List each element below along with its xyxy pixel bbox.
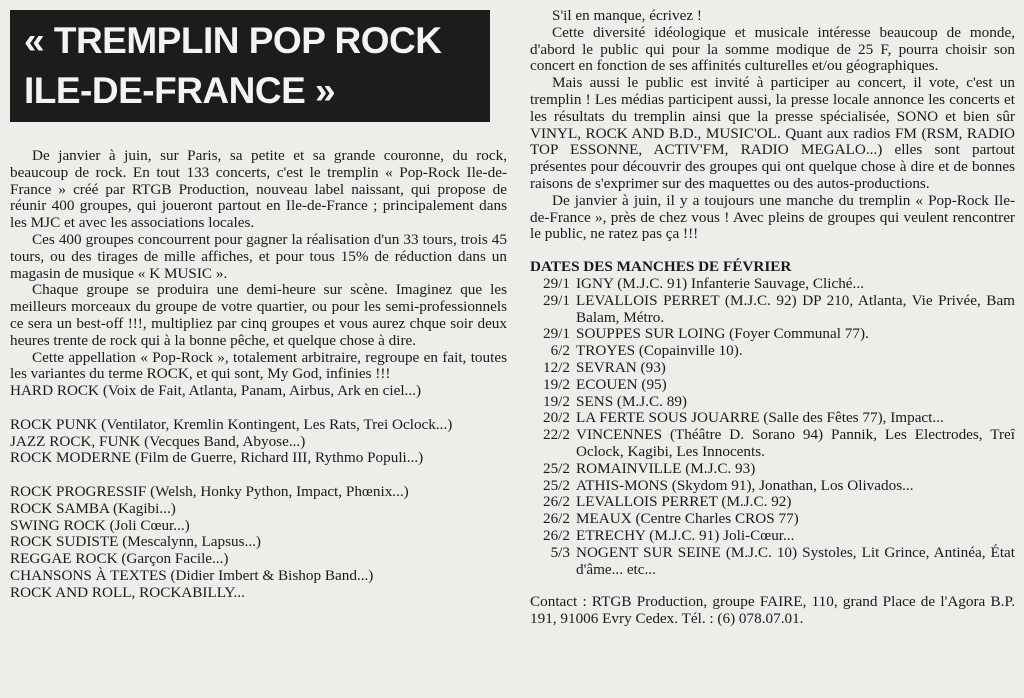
date-event: SOUPPES SUR LOING (Foyer Communal 77). (576, 325, 869, 343)
date-label: 26/2 (542, 493, 570, 511)
date-event: VINCENNES (Théâtre D. Sorano 94) Pannik, Les Electrodes, Treî Oclock, Kagibi, Les Innocents. (576, 426, 1015, 460)
date-event: MEAUX (Centre Charles CROS 77) (576, 510, 799, 528)
genre-item: ROCK SUDISTE (Mescalynn, Lapsus...) (10, 533, 261, 551)
date-row (530, 293, 1015, 327)
date-event: IGNY (M.J.C. 91) Infanterie Sauvage, Cliché... (576, 274, 864, 292)
date-row (530, 478, 1015, 495)
date-event: LEVALLOIS PERRET (M.J.C. 92) (576, 493, 792, 511)
paragraph: De janvier à juin, il y a toujours une manche du tremplin « Pop-Rock Ile-de-France », près de chez vous ! Avec pleins de groupes qui veulent rencontrer le public, ne ratez pas ça !!! (530, 191, 1015, 243)
date-label: 29/1 (542, 325, 570, 343)
genre-item: ROCK PROGRESSIF (Welsh, Honky Python, Impact, Phœnix...) (10, 482, 409, 500)
headline-box (10, 10, 490, 122)
genre-item: ROCK SAMBA (Kagibi...) (10, 499, 176, 517)
date-row (530, 545, 1015, 579)
date-event: ETRECHY (M.J.C. 91) Joli-Cœur... (576, 526, 795, 544)
date-label: 5/3 (550, 543, 570, 561)
date-label: 29/1 (542, 291, 570, 309)
date-row (530, 511, 1015, 528)
date-row (530, 326, 1015, 343)
date-label: 6/2 (550, 342, 570, 360)
date-row (530, 410, 1015, 427)
headline-line-1: « TREMPLIN POP ROCK (24, 20, 442, 61)
paragraph: Chaque groupe se produira une demi-heure sur scène. Imaginez que les meilleurs morceaux du groupe de votre quartier, ou pour les semi-professionnels ce sera un best-off !!!, multipliez par cinq groupes et vous aurez chque soir deux heures trente de rock qui à la bonne pêche, et quelque chose à dire. (10, 281, 507, 349)
date-row (530, 377, 1015, 394)
date-event: ATHIS-MONS (Skydom 91), Jonathan, Los Olivados... (576, 476, 914, 494)
date-label: 12/2 (542, 358, 570, 376)
genre-item: ROCK PUNK (Ventilator, Kremlin Kontingent, Les Rats, Trei Oclock...) (10, 415, 453, 433)
genre-item: CHANSONS À TEXTES (Didier Imbert & Bishop Band...) (10, 566, 374, 584)
date-label: 29/1 (542, 274, 570, 292)
paragraph: S'il en manque, écrivez ! (552, 7, 702, 24)
date-event: LEVALLOIS PERRET (M.J.C. 92) DP 210, Atlanta, Vie Privée, Bam Balam, Métro. (576, 291, 1015, 326)
paragraph: Ces 400 groupes concourrent pour gagner la réalisation d'un 33 tours, trois 45 tours, ou des tirages de mille affiches, et pour tous 15% de réduction dans un magasin de musique « K MUSIC ». (10, 230, 507, 282)
left-column (10, 0, 507, 602)
date-row (530, 360, 1015, 377)
date-label: 25/2 (542, 476, 570, 494)
genre-item: SWING ROCK (Joli Cœur...) (10, 516, 190, 534)
paragraph: Mais aussi le public est invité à participer au concert, il vote, c'est un tremplin ! Les médias participent aussi, la presse locale annonce les concerts et les résultats du tremplin ainsi que la presse spécialisée, SONO et bien sûr VINYL, ROCK AND B.D., MUSIC'OL. Quant aux radios FM (RSM, RADIO TOP ESSONNE, ACTIV'FM, RADIO MEGALO...) elles sont partout présentes pour découvrir des groupes qui ont quelque chose à dire et de bonnes raisons de s'exprimer sur des maquettes ou des autos-productions. (530, 74, 1015, 192)
paragraph: De janvier à juin, sur Paris, sa petite et sa grande couronne, du rock, beaucoup de rock. En tout 133 concerts, c'est le tremplin « Pop-Rock Ile-de-France » créé par RTGB Production, nouveau label naissant, qui propose de réunir 400 groupes, qui joueront partout en Ile-de-France ; principalement dans les MJC et avec les associations locales. (10, 147, 507, 232)
genre-item: ROCK AND ROLL, ROCKABILLY... (10, 583, 245, 601)
date-event: ECOUEN (95) (576, 375, 667, 393)
genre-item: HARD ROCK (Voix de Fait, Atlanta, Panam, Airbus, Ark en ciel...) (10, 382, 422, 400)
date-event: SEVRAN (93) (576, 358, 666, 376)
date-label: 26/2 (542, 526, 570, 544)
date-row (530, 427, 1015, 461)
spacer (10, 467, 507, 484)
genre-item: REGGAE ROCK (Garçon Facile...) (10, 550, 229, 568)
date-row (530, 394, 1015, 411)
dates-heading: DATES DES MANCHES DE FÉVRIER (530, 258, 792, 276)
date-label: 19/2 (542, 392, 570, 410)
article-body-right (530, 8, 1015, 243)
date-label: 19/2 (542, 375, 570, 393)
spacer (10, 400, 507, 417)
contact-info: Contact : RTGB Production, groupe FAIRE, 110, grand Place de l'Agora B.P. 191, 91006 Evry Cedex. Tél. : (6) 078.07.01. (530, 593, 1015, 628)
right-column (530, 0, 1015, 628)
date-label: 25/2 (542, 459, 570, 477)
dates-list (530, 276, 1015, 578)
date-event: NOGENT SUR SEINE (M.J.C. 10) Systoles, Lit Grince, Antinéa, État d'âme... etc... (576, 543, 1015, 578)
date-row (530, 343, 1015, 360)
paragraph: Cette appellation « Pop-Rock », totalement arbitraire, regroupe en fait, toutes les variantes du terme ROCK, et qui sont, My God, infinies !!! (10, 348, 507, 383)
date-label: 26/2 (542, 510, 570, 528)
date-label: 22/2 (542, 426, 570, 444)
genre-item: ROCK MODERNE (Film de Guerre, Richard III, Rythmo Populi...) (10, 449, 424, 467)
paragraph: Cette diversité idéologique et musicale intéresse beaucoup de monde, d'abord le public qui pour la somme modique de 25 F, pourra choisir son concert en fonction de ses affinités culturelles et/ou géographiques. (530, 23, 1015, 75)
date-event: TROYES (Copainville 10). (576, 342, 743, 360)
genre-list (10, 383, 507, 601)
date-label: 20/2 (542, 409, 570, 427)
date-event: LA FERTE SOUS JOUARRE (Salle des Fêtes 77), Impact... (576, 409, 944, 427)
headline-line-2: ILE-DE-FRANCE » (24, 70, 336, 111)
date-row (530, 276, 1015, 293)
date-event: SENS (M.J.C. 89) (576, 392, 687, 410)
date-row (530, 494, 1015, 511)
date-row (530, 461, 1015, 478)
article-body-left (10, 148, 507, 602)
date-row (530, 528, 1015, 545)
genre-item: JAZZ ROCK, FUNK (Vecques Band, Abyose...) (10, 432, 306, 450)
date-event: ROMAINVILLE (M.J.C. 93) (576, 459, 756, 477)
